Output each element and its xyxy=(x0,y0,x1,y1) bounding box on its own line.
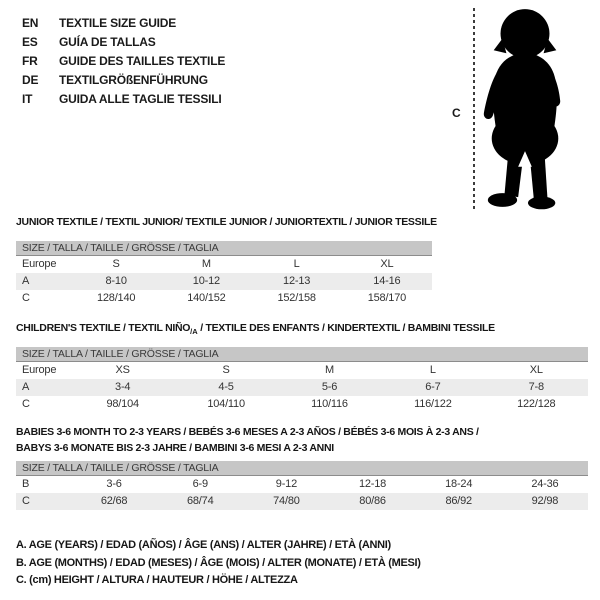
cell: 24-36 xyxy=(531,478,559,491)
children-title-subscript: /A xyxy=(190,327,198,337)
junior-size-table xyxy=(16,241,432,307)
language-row-en xyxy=(22,13,225,32)
children-title-suffix: / TEXTILE DES ENFANTS / KINDERTEXTIL / BAMBINI TESSILE xyxy=(197,322,495,334)
height-measure-dashed-line xyxy=(473,8,475,210)
cell: 104/110 xyxy=(207,398,245,410)
size-header-row xyxy=(16,461,588,476)
cell: 6-9 xyxy=(192,478,208,491)
babies-table-title xyxy=(16,424,479,456)
cell: 8-10 xyxy=(71,273,161,290)
cell: 128/140 xyxy=(96,292,136,304)
size-header-row xyxy=(16,241,432,256)
language-row-it xyxy=(22,89,225,108)
language-list xyxy=(22,13,225,108)
row-label: B xyxy=(22,478,30,491)
cell: L xyxy=(293,258,300,271)
cell: 14-16 xyxy=(342,273,432,290)
size-header-label: SIZE / TALLA / TAILLE / GRÖSSE / TAGLIA xyxy=(16,241,432,256)
cell: 18-24 xyxy=(445,478,473,491)
row-label: Europe xyxy=(22,258,57,271)
language-row-es xyxy=(22,32,225,51)
children-size-table xyxy=(16,347,588,413)
height-measure-label: C xyxy=(452,106,461,120)
row-label: A xyxy=(16,273,71,290)
baby-silhouette-icon xyxy=(479,6,571,210)
cell: M xyxy=(324,364,334,377)
cell: S xyxy=(222,364,230,377)
children-table-title xyxy=(16,322,495,336)
babies-title-line2: BABYS 3-6 MONATE BIS 2-3 JAHRE / BAMBINI 3-6 MESI A 2-3 ANNI xyxy=(16,442,334,454)
cell: 3-6 xyxy=(106,478,122,491)
language-row-de xyxy=(22,70,225,89)
language-code: IT xyxy=(22,91,33,106)
language-title: TEXTILGRÖßENFÜHRUNG xyxy=(59,72,208,87)
table-row xyxy=(16,256,432,273)
language-code: ES xyxy=(22,34,38,49)
language-code: DE xyxy=(22,72,39,87)
cell: 12-18 xyxy=(358,478,387,491)
cell: 122/128 xyxy=(517,398,556,410)
cell: XL xyxy=(380,258,394,271)
cell: 4-5 xyxy=(174,379,277,396)
size-header-label: SIZE / TALLA / TAILLE / GRÖSSE / TAGLIA xyxy=(16,347,588,362)
cell: 110/116 xyxy=(311,398,348,410)
babies-title-line1: BABIES 3-6 MONTH TO 2-3 YEARS / BEBÉS 3-6 MESES A 2-3 AÑOS / BÉBÉS 3-6 MOIS À 2-3 ANS / xyxy=(16,426,479,438)
language-row-fr xyxy=(22,51,225,70)
table-row xyxy=(16,290,432,307)
language-title: GUIDE DES TAILLES TEXTILE xyxy=(59,53,226,68)
footnote-b: B. AGE (MONTHS) / EDAD (MESES) / ÂGE (MOIS) / ALTER (MONATE) / ETÀ (MESI) xyxy=(16,556,421,569)
cell: 152/158 xyxy=(277,292,316,304)
cell: 68/74 xyxy=(157,493,243,510)
cell: 3-4 xyxy=(71,379,174,396)
size-header-row xyxy=(16,347,588,362)
language-title: GUIDA ALLE TAGLIE TESSILI xyxy=(59,91,222,106)
cell: 9-12 xyxy=(275,478,297,491)
cell: 74/80 xyxy=(243,493,329,510)
cell: S xyxy=(112,258,120,271)
cell: 80/86 xyxy=(329,493,415,510)
cell: 6-7 xyxy=(381,379,484,396)
cell: L xyxy=(429,364,436,377)
row-label: C xyxy=(16,493,71,510)
footnote-c: C. (cm) HEIGHT / ALTURA / HAUTEUR / HÖHE / ALTEZZA xyxy=(16,574,298,586)
cell: 92/98 xyxy=(502,493,588,510)
cell: M xyxy=(201,258,211,271)
cell: 7-8 xyxy=(485,379,588,396)
cell: 158/170 xyxy=(367,292,407,304)
children-title-prefix: CHILDREN'S TEXTILE / TEXTIL NIÑO xyxy=(16,322,191,334)
table-row xyxy=(16,379,588,396)
cell: 5-6 xyxy=(278,379,381,396)
footnote-a: A. AGE (YEARS) / EDAD (AÑOS) / ÂGE (ANS) / ALTER (JAHRE) / ETÀ (ANNI) xyxy=(16,539,391,551)
table-row xyxy=(16,396,588,413)
cell: 86/92 xyxy=(416,493,502,510)
junior-table-title: JUNIOR TEXTILE / TEXTIL JUNIOR/ TEXTILE JUNIOR / JUNIORTEXTIL / JUNIOR TESSILE xyxy=(16,216,437,228)
cell: 140/152 xyxy=(187,292,226,304)
cell: 62/68 xyxy=(71,493,157,510)
row-label: C xyxy=(22,398,30,410)
table-row xyxy=(16,476,588,493)
language-code: FR xyxy=(22,53,38,68)
row-label: Europe xyxy=(22,364,57,377)
size-header-label: SIZE / TALLA / TAILLE / GRÖSSE / TAGLIA xyxy=(16,461,588,476)
babies-size-table xyxy=(16,461,588,510)
cell: 98/104 xyxy=(106,398,139,410)
language-title: TEXTILE SIZE GUIDE xyxy=(59,15,177,30)
row-label: C xyxy=(22,292,30,304)
footnote-legend xyxy=(16,537,421,590)
cell: 12-13 xyxy=(252,273,342,290)
cell: XL xyxy=(529,364,543,377)
table-row xyxy=(16,273,432,290)
table-row xyxy=(16,493,588,510)
language-title: GUÍA DE TALLAS xyxy=(59,34,156,49)
language-code: EN xyxy=(22,15,39,30)
cell: XS xyxy=(115,364,130,377)
table-row xyxy=(16,362,588,379)
cell: 10-12 xyxy=(161,273,251,290)
cell: 116/122 xyxy=(414,398,452,410)
row-label: A xyxy=(16,379,71,396)
